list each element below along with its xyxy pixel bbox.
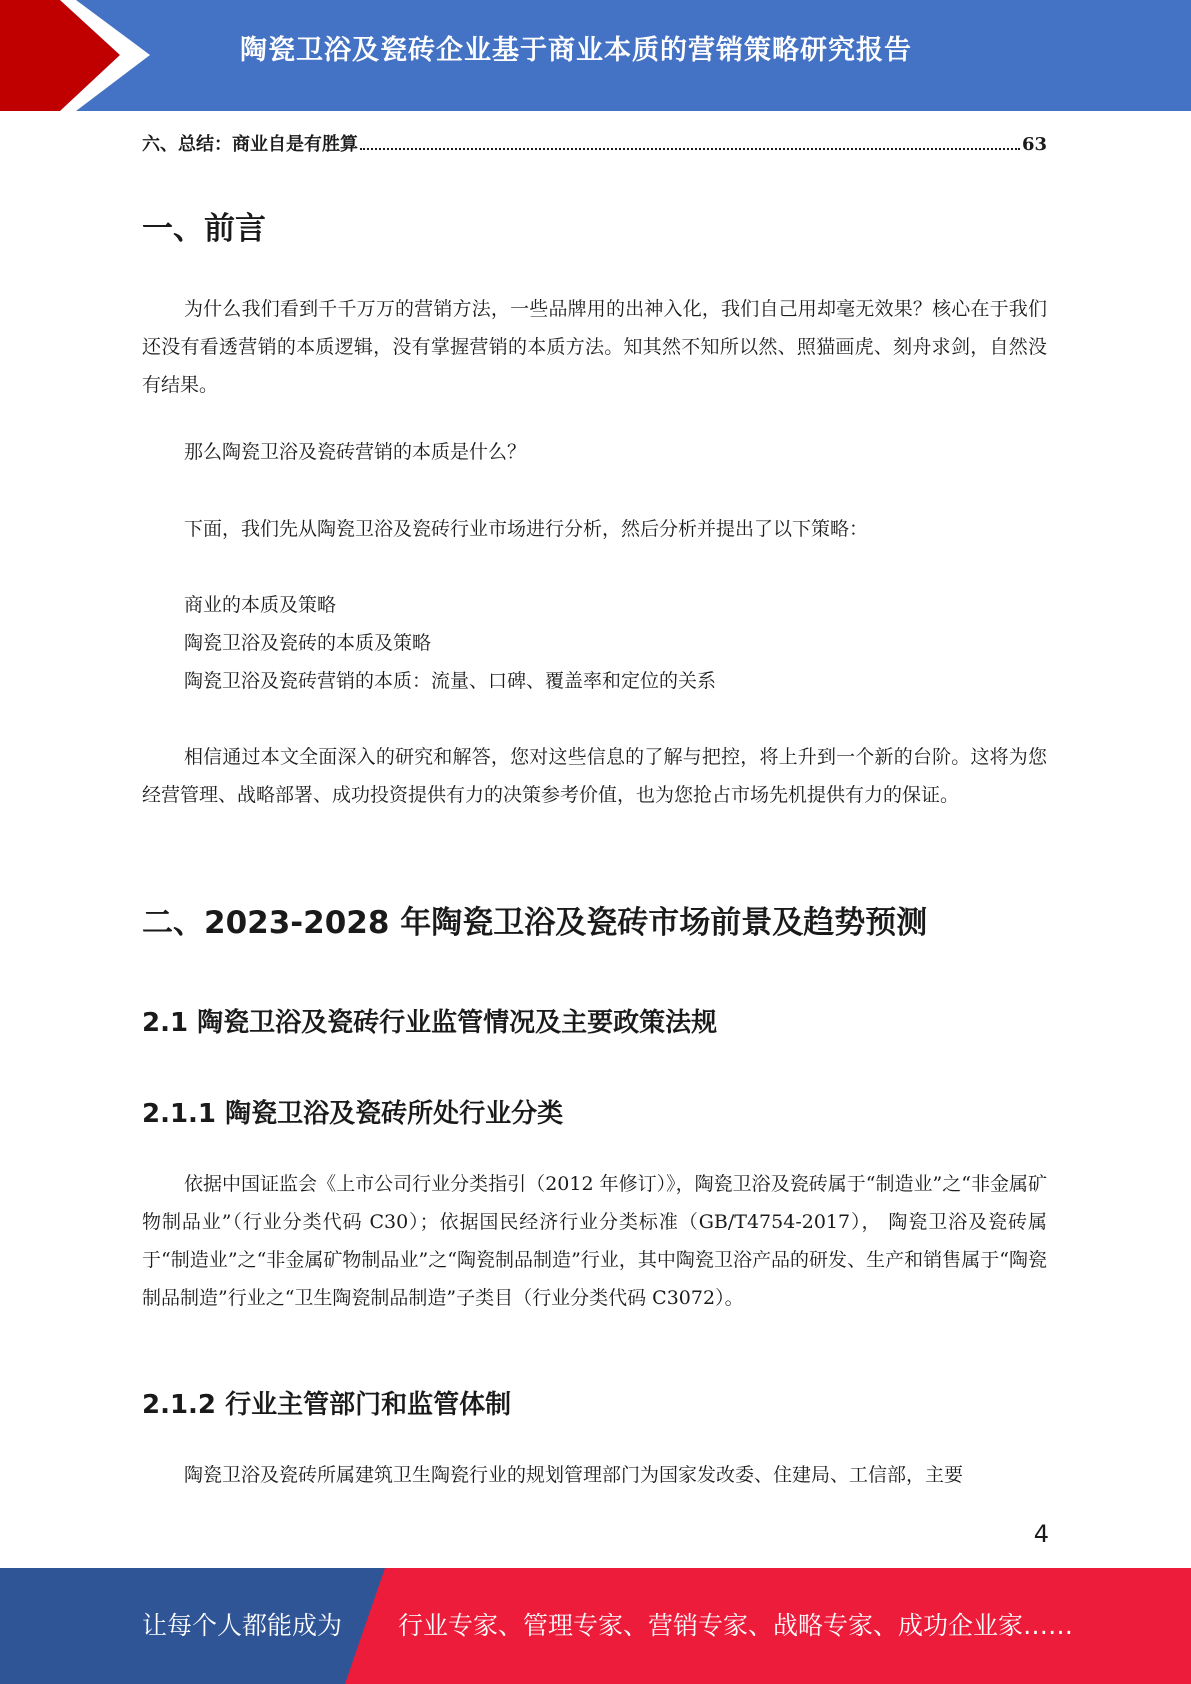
- toc-entry-page: 63: [1021, 134, 1047, 155]
- toc-entry-label: 六、总结：商业自是有胜算: [142, 134, 358, 155]
- paragraph: 为什么我们看到千千万万的营销方法，一些品牌用的出神入化，我们自己用却毫无效果？核心在于我们还没有看透营销的本质逻辑，没有掌握营销的本质方法。知其然不知所以然、照猫画虎、刻舟求剑，自然没有结果。: [142, 298, 1047, 396]
- report-title: 陶瓷卫浴及瓷砖企业基于商业本质的营销策略研究报告: [240, 35, 912, 66]
- subsection-heading: 2.1 陶瓷卫浴及瓷砖行业监管情况及主要政策法规: [142, 1008, 718, 1038]
- list-item: 商业的本质及策略: [184, 594, 337, 616]
- paragraph: 那么陶瓷卫浴及瓷砖营销的本质是什么？: [184, 441, 527, 463]
- paragraph: 陶瓷卫浴及瓷砖所属建筑卫生陶瓷行业的规划管理部门为国家发改委、住建局、工信部，主要: [184, 1464, 964, 1486]
- page-header: [0, 0, 1191, 111]
- paragraph: 相信通过本文全面深入的研究和解答，您对这些信息的了解与把控，将上升到一个新的台阶。这将为您经营管理、战略部署、成功投资提供有力的决策参考价值，也为您抢占市场先机提供有力的保证。: [142, 746, 1047, 806]
- paragraph: 下面，我们先从陶瓷卫浴及瓷砖行业市场进行分析，然后分析并提出了以下策略：: [184, 518, 869, 540]
- page-footer: [0, 1568, 1191, 1684]
- list-item: 陶瓷卫浴及瓷砖营销的本质：流量、口碑、覆盖率和定位的关系: [184, 670, 717, 692]
- header-chevron-decoration: [0, 0, 160, 111]
- footer-slogan-right: 行业专家、管理专家、营销专家、战略专家、成功企业家……: [398, 1611, 1074, 1640]
- footer-slogan-left: 让每个人都能成为: [142, 1611, 343, 1640]
- list-item: 陶瓷卫浴及瓷砖的本质及策略: [184, 632, 432, 654]
- toc-leader-dots: [360, 147, 1020, 150]
- paragraph: 依据中国证监会《上市公司行业分类指引（2012 年修订）》，陶瓷卫浴及瓷砖属于“制造业”之“非金属矿物制品业”（行业分类代码 C30）；依据国民经济行业分类标准（GB/T4754-2017）， 陶瓷卫浴及瓷砖属于“制造业”之“非金属矿物制品业”之“陶瓷制品制造”行业，其中陶瓷卫浴产品的研发、生产和销售属于“陶瓷制品制造”行业之“卫生陶瓷制品制造”子类目（行业分类代码 C3072）。: [142, 1173, 1047, 1309]
- section-heading-preface: 一、前言: [142, 211, 266, 247]
- section-heading-forecast: 二、2023-2028 年陶瓷卫浴及瓷砖市场前景及趋势预测: [142, 905, 928, 941]
- toc-entry[interactable]: [142, 130, 1047, 156]
- page-number: 4: [1033, 1520, 1049, 1548]
- subsubsection-heading: 2.1.2 行业主管部门和监管体制: [142, 1390, 512, 1420]
- subsubsection-heading: 2.1.1 陶瓷卫浴及瓷砖所处行业分类: [142, 1099, 564, 1129]
